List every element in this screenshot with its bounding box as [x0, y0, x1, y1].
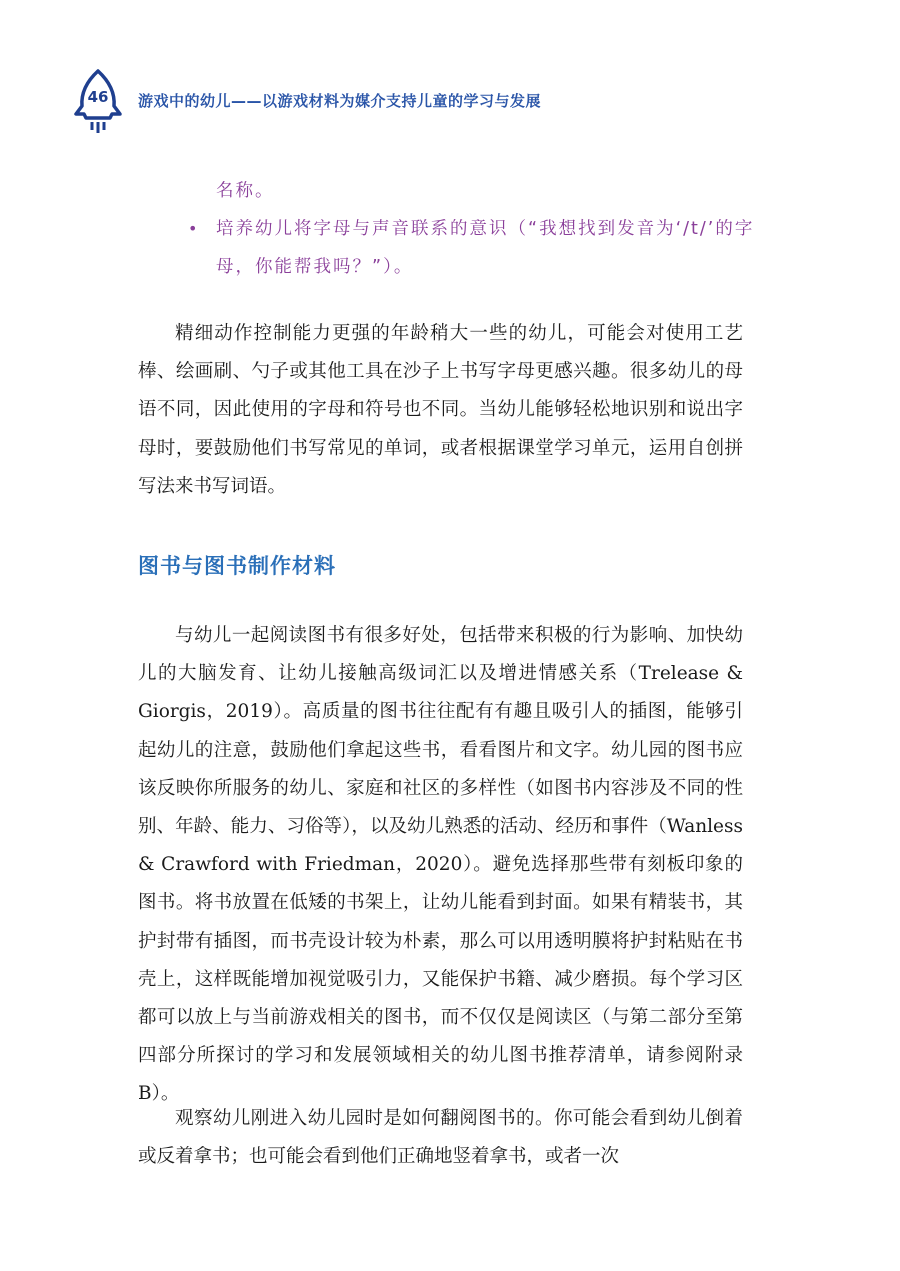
- page-number: 46: [87, 88, 109, 106]
- page-header: [72, 68, 772, 138]
- tips-list: [186, 172, 756, 286]
- tip-bullet-item: [186, 210, 756, 286]
- section-heading: 图书与图书制作材料: [138, 554, 336, 578]
- body-paragraph: 观察幼儿刚进入幼儿园时是如何翻阅图书的。你可能会看到幼儿倒着或反着拿书；也可能会看到他们正确地竖着拿书，或者一次: [138, 1108, 743, 1168]
- bullet-icon: •: [188, 219, 200, 238]
- book-title: 游戏中的幼儿——以游戏材料为媒介支持儿童的学习与发展: [138, 92, 542, 110]
- body-paragraph: 精细动作控制能力更强的年龄稍大一些的幼儿，可能会对使用工艺棒、绘画刷、勺子或其他工具在沙子上书写字母更感兴趣。很多幼儿的母语不同，因此使用的字母和符号也不同。当幼儿能够轻松地识别和说出字母时，要鼓励他们书写常见的单词，或者根据课堂学习单元，运用自创拼写法来书写词语。: [138, 323, 743, 497]
- body-paragraph: 与幼儿一起阅读图书有很多好处，包括带来积极的行为影响、加快幼儿的大脑发育、让幼儿接触高级词汇以及增进情感关系（Trelease & Giorgis，2019）。高质量的图书往往配有有趣且吸引人的插图，能够引起幼儿的注意，鼓励他们拿起这些书，看看图片和文字。幼儿园的图书应该反映你所服务的幼儿、家庭和社区的多样性（如图书内容涉及不同的性别、年龄、能力、习俗等），以及幼儿熟悉的活动、经历和事件（Wanless & Crawford with Friedman，2020）。避免选择那些带有刻板印象的图书。将书放置在低矮的书架上，让幼儿能看到封面。如果有精装书，其护封带有插图，而书壳设计较为朴素，那么可以用透明膜将护封粘贴在书壳上，这样既能增加视觉吸引力，又能保护书籍、减少磨损。每个学习区都可以放上与当前游戏相关的图书，而不仅仅是阅读区（与第二部分至第四部分所探讨的学习和发展领域相关的幼儿图书推荐清单，请参阅附录B）。: [138, 625, 743, 1105]
- tip-bullet-text: 培养幼儿将字母与声音联系的意识（“我想找到发音为‘/t/’的字母，你能帮我吗？”）。: [216, 219, 755, 277]
- tip-continued-line: 名称。: [216, 181, 275, 201]
